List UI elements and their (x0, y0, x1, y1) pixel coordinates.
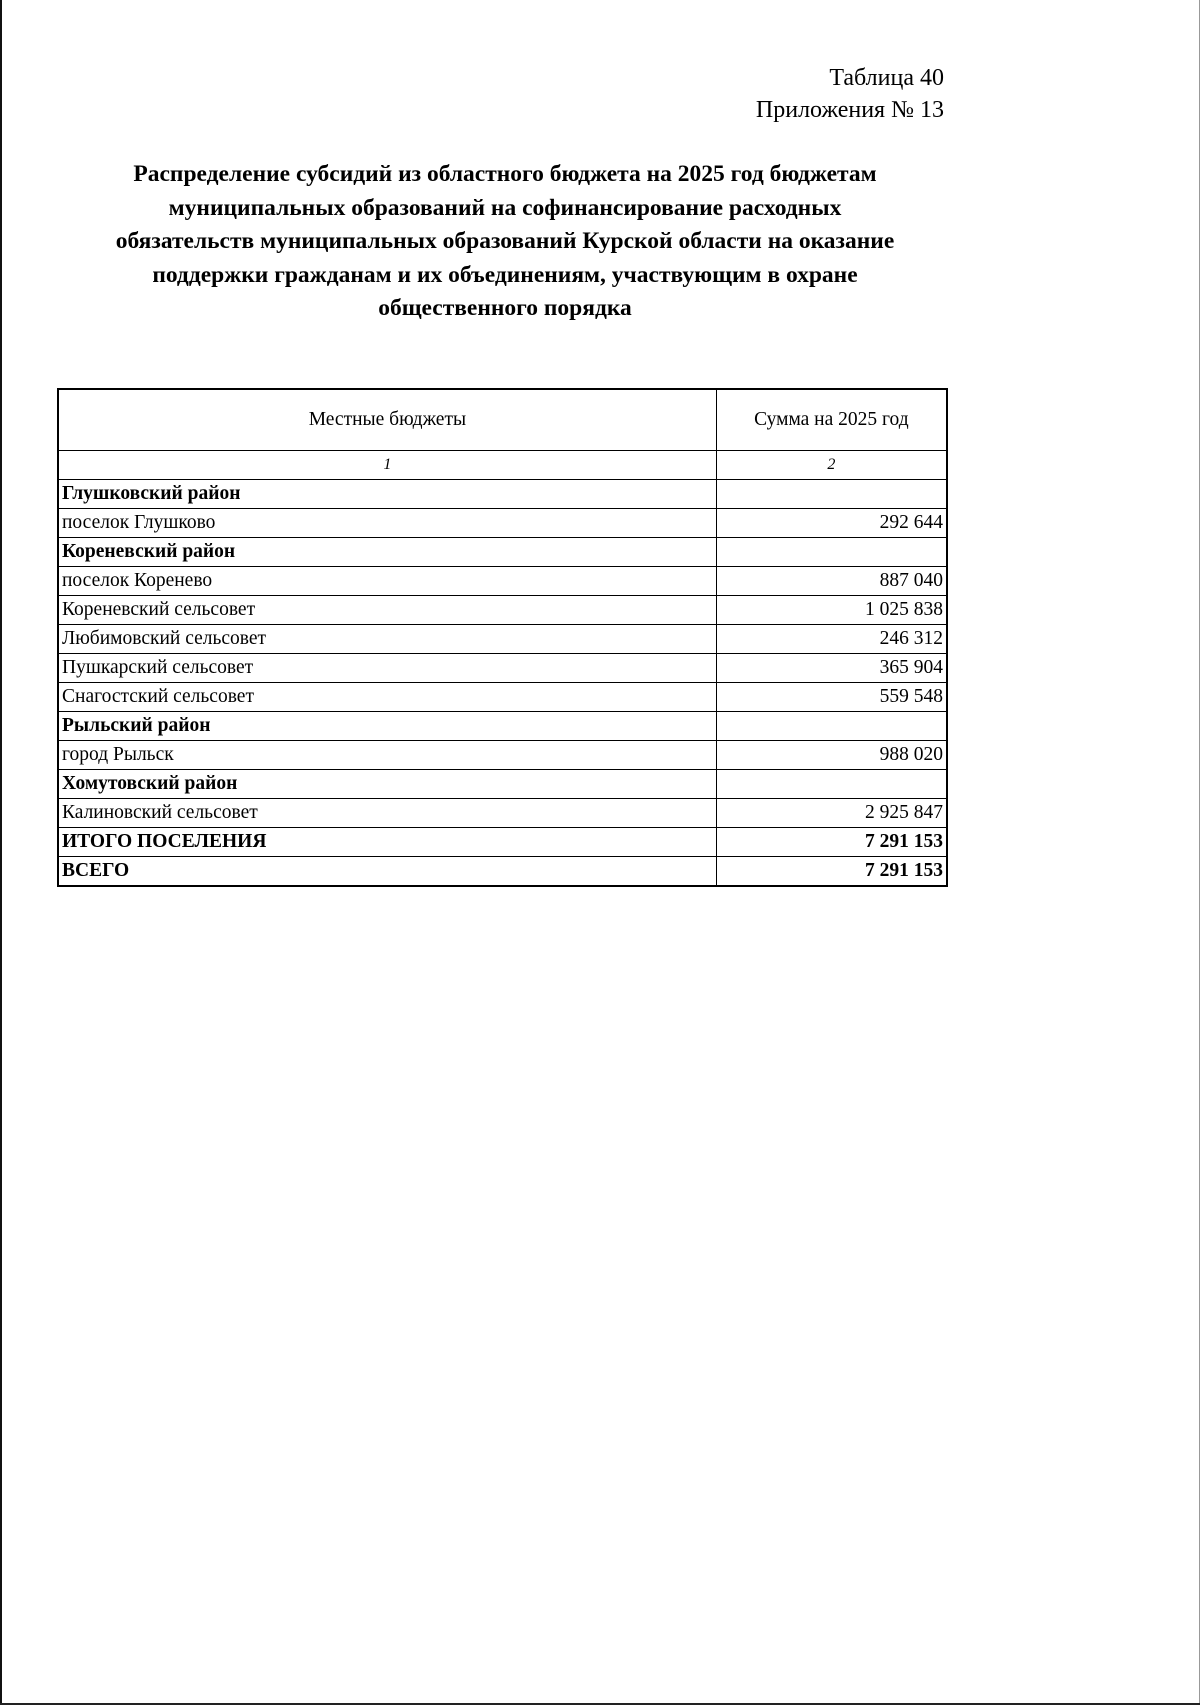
title-line: поддержки гражданам и их объединениям, участвующим в охране (152, 261, 858, 288)
table-row (58, 683, 947, 712)
row-name: Глушковский район (58, 480, 716, 509)
row-name: ВСЕГО (58, 857, 716, 887)
title-line: общественного порядка (378, 295, 632, 321)
column-number: 2 (716, 451, 947, 480)
row-name: поселок Коренево (58, 567, 716, 596)
row-name: Хомутовский район (58, 770, 716, 799)
table-row (58, 567, 947, 596)
row-value: 7 291 153 (716, 857, 947, 887)
table-row (58, 828, 947, 857)
page-edge-left (0, 0, 2, 1705)
row-value: 292 644 (716, 509, 947, 538)
row-name: поселок Глушково (58, 509, 716, 538)
table-row (58, 654, 947, 683)
row-value: 988 020 (716, 741, 947, 770)
table-row (58, 509, 947, 538)
row-value: 246 312 (716, 625, 947, 654)
table-number: Таблица 40 (829, 65, 944, 91)
title-line: муниципальных образований на софинансирование расходных (168, 194, 842, 221)
row-name: Калиновский сельсовет (58, 799, 716, 828)
table-row (58, 712, 947, 741)
row-name: Рыльский район (58, 712, 716, 741)
row-value (716, 770, 947, 799)
row-value: 559 548 (716, 683, 947, 712)
row-name: Пушкарский сельсовет (58, 654, 716, 683)
row-name: Кореневский сельсовет (58, 596, 716, 625)
table-row (58, 596, 947, 625)
row-value: 7 291 153 (716, 828, 947, 857)
subsidy-table (57, 388, 948, 887)
row-name: Кореневский район (58, 538, 716, 567)
table-row (58, 625, 947, 654)
row-name: Снагостский сельсовет (58, 683, 716, 712)
row-value: 1 025 838 (716, 596, 947, 625)
table-header-row (58, 389, 947, 451)
column-number-row (58, 451, 947, 480)
table-row (58, 799, 947, 828)
table-row (58, 770, 947, 799)
title-line: обязательств муниципальных образований Курской области на оказание (115, 228, 895, 254)
appendix-number: Приложения № 13 (755, 97, 944, 123)
column-header-sum: Сумма на 2025 год (716, 389, 947, 451)
column-number: 1 (58, 451, 716, 480)
title-line: Распределение субсидий из областного бюджета на 2025 год бюджетам (133, 161, 877, 187)
table-row (58, 480, 947, 509)
document-title (60, 158, 950, 326)
row-value (716, 480, 947, 509)
row-value: 887 040 (716, 567, 947, 596)
row-value (716, 538, 947, 567)
table-row (58, 741, 947, 770)
table-reference (756, 62, 944, 126)
row-value (716, 712, 947, 741)
row-value: 365 904 (716, 654, 947, 683)
table-body (58, 480, 947, 887)
table-row (58, 857, 947, 887)
row-value: 2 925 847 (716, 799, 947, 828)
row-name: город Рыльск (58, 741, 716, 770)
table-row (58, 538, 947, 567)
row-name: ИТОГО ПОСЕЛЕНИЯ (58, 828, 716, 857)
column-header-budgets: Местные бюджеты (58, 389, 716, 451)
row-name: Любимовский сельсовет (58, 625, 716, 654)
